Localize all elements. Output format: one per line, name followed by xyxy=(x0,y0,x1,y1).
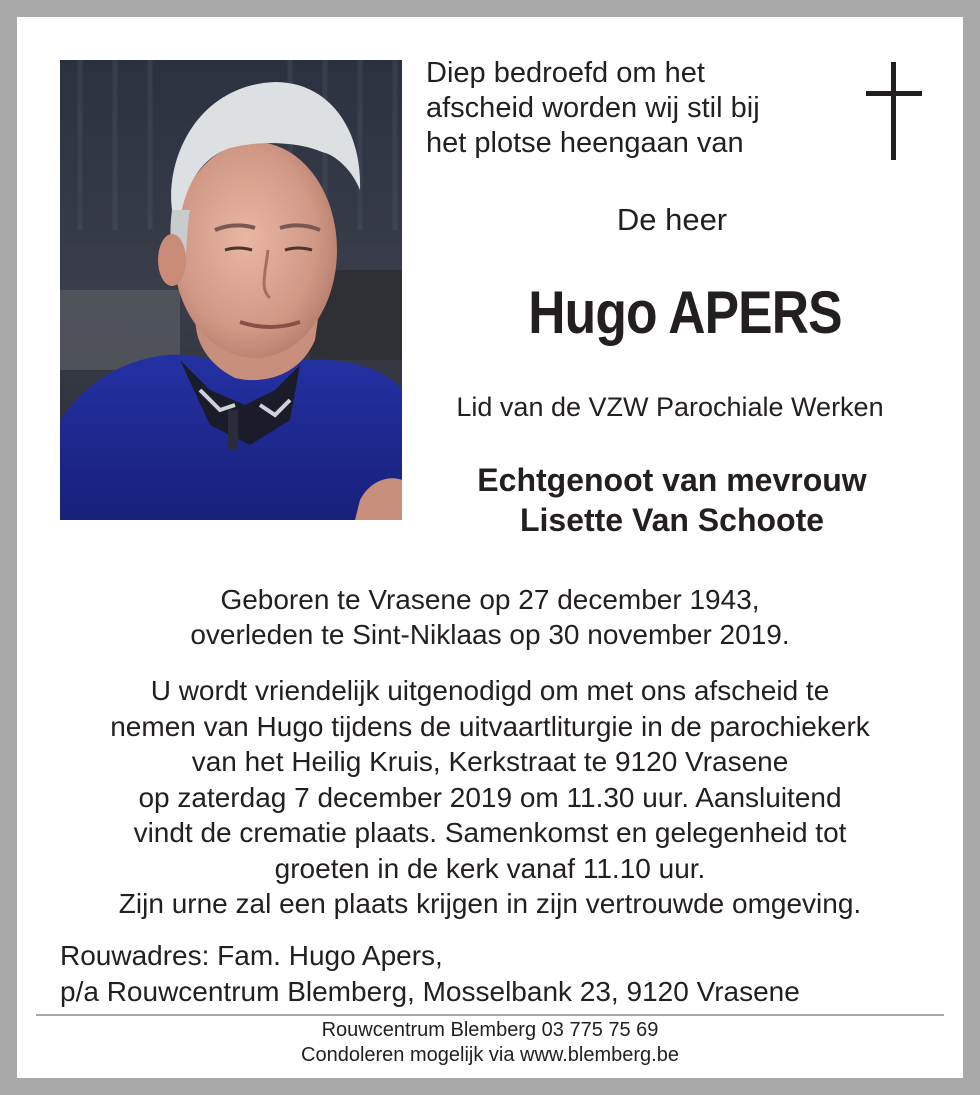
membership-line: Lid van de VZW Parochiale Werken xyxy=(456,392,884,422)
invitation-line: op zaterdag 7 december 2019 om 11.30 uur. Aansluitend xyxy=(138,781,842,813)
spouse-line: Lisette Van Schoote xyxy=(519,502,825,538)
intro-line: afscheid worden wij stil bij xyxy=(426,92,760,124)
address-line: p/a Rouwcentrum Blemberg, Mosselbank 23, 9120 Vrasene xyxy=(60,976,800,1007)
invitation-line: Zijn urne zal een plaats krijgen in zijn vertrouwde omgeving. xyxy=(118,888,862,919)
invitation-line: U wordt vriendelijk uitgenodigd om met ons afscheid te xyxy=(150,675,830,706)
invitation-line: vindt de crematie plaats. Samenkomst en gelegenheid tot xyxy=(133,817,847,848)
intro-text xyxy=(426,56,846,161)
invitation-line: van het Heilig Kruis, Kerkstraat te 9120 Vrasene xyxy=(191,746,789,777)
invitation-text xyxy=(30,673,950,922)
birth-line: Geboren te Vrasene op 27 december 1943, xyxy=(220,584,760,615)
death-line: overleden te Sint-Niklaas op 30 november 2019. xyxy=(190,619,790,650)
intro-line: Diep bedroefd om het xyxy=(426,57,705,89)
cross-icon xyxy=(866,62,922,160)
spouse-text xyxy=(420,460,924,540)
invitation-line: nemen van Hugo tijdens de uitvaartliturgie in de parochiekerk xyxy=(110,710,870,742)
address-line: Rouwadres: Fam. Hugo Apers, xyxy=(60,940,443,971)
portrait-photo xyxy=(60,60,402,520)
funeral-home-phone: Rouwcentrum Blemberg 03 775 75 69 xyxy=(321,1019,659,1041)
birth-death-text xyxy=(40,582,940,652)
mourning-address xyxy=(60,938,800,1010)
footer-divider xyxy=(36,1014,944,1016)
footer xyxy=(40,1018,940,1068)
deceased-name: Hugo APERS xyxy=(528,279,842,346)
honorific-title: De heer xyxy=(616,202,728,237)
spouse-line: Echtgenoot van mevrouw xyxy=(477,462,867,498)
invitation-line: groeten in de kerk vanaf 11.10 uur. xyxy=(274,852,706,884)
condolence-link[interactable]: Condoleren mogelijk via www.blemberg.be xyxy=(301,1044,679,1066)
intro-line: het plotse heengaan van xyxy=(426,127,744,159)
